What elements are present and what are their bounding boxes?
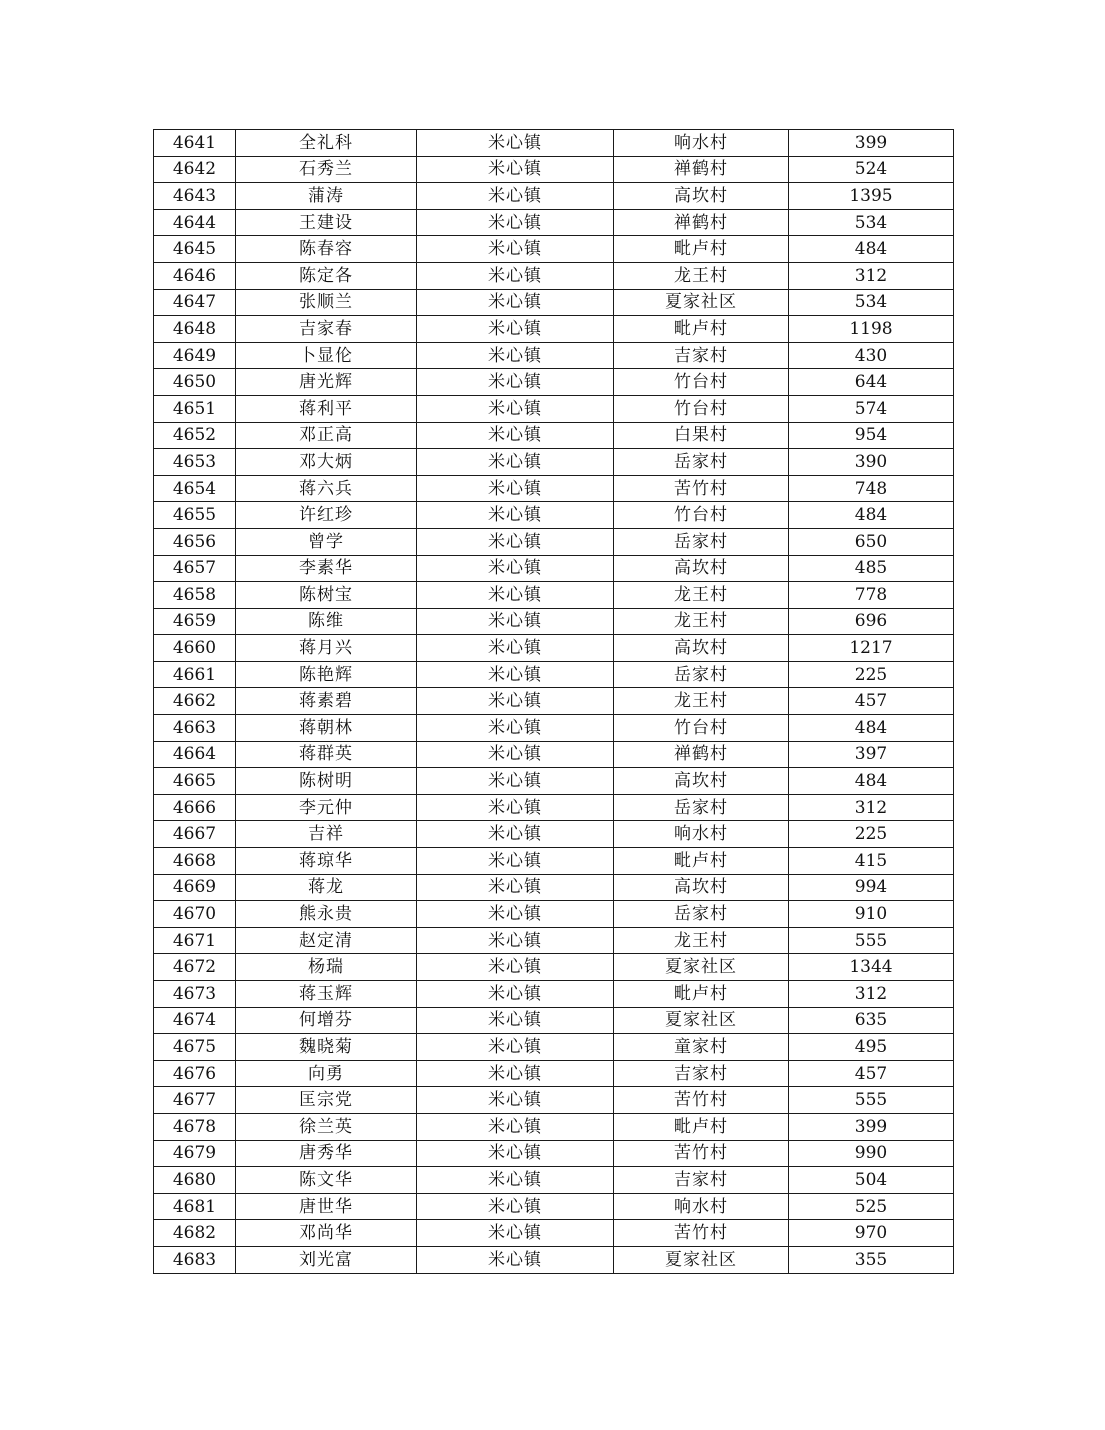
amount-cell: 555: [789, 927, 954, 954]
town-cell: 米心镇: [417, 236, 614, 263]
village-cell: 毗卢村: [614, 1113, 789, 1140]
row-number-cell: 4682: [154, 1220, 236, 1247]
village-cell: 毗卢村: [614, 316, 789, 343]
table-row: [154, 1140, 954, 1167]
village-cell: 竹台村: [614, 715, 789, 742]
village-cell: 高坎村: [614, 555, 789, 582]
table-row: [154, 954, 954, 981]
amount-cell: 635: [789, 1007, 954, 1034]
table-row: [154, 130, 954, 157]
table-row: [154, 555, 954, 582]
amount-cell: 312: [789, 794, 954, 821]
village-cell: 岳家村: [614, 794, 789, 821]
town-cell: 米心镇: [417, 369, 614, 396]
town-cell: 米心镇: [417, 1007, 614, 1034]
table-row: [154, 821, 954, 848]
table-row: [154, 901, 954, 928]
amount-cell: 778: [789, 582, 954, 609]
name-cell: 蒋玉辉: [236, 981, 417, 1008]
table-row: [154, 236, 954, 263]
table-row: [154, 768, 954, 795]
name-cell: 陈定各: [236, 262, 417, 289]
village-cell: 吉家村: [614, 342, 789, 369]
village-cell: 龙王村: [614, 262, 789, 289]
name-cell: 李素华: [236, 555, 417, 582]
town-cell: 米心镇: [417, 156, 614, 183]
row-number-cell: 4668: [154, 848, 236, 875]
row-number-cell: 4678: [154, 1113, 236, 1140]
village-cell: 禅鹤村: [614, 156, 789, 183]
table-row: [154, 874, 954, 901]
town-cell: 米心镇: [417, 1034, 614, 1061]
table-row: [154, 741, 954, 768]
table-row: [154, 688, 954, 715]
amount-cell: 696: [789, 608, 954, 635]
amount-cell: 484: [789, 502, 954, 529]
village-cell: 毗卢村: [614, 981, 789, 1008]
village-cell: 龙王村: [614, 582, 789, 609]
table-row: [154, 422, 954, 449]
village-cell: 禅鹤村: [614, 209, 789, 236]
village-cell: 夏家社区: [614, 289, 789, 316]
amount-cell: 748: [789, 475, 954, 502]
name-cell: 陈春容: [236, 236, 417, 263]
town-cell: 米心镇: [417, 289, 614, 316]
row-number-cell: 4642: [154, 156, 236, 183]
town-cell: 米心镇: [417, 262, 614, 289]
name-cell: 曾学: [236, 528, 417, 555]
amount-cell: 644: [789, 369, 954, 396]
amount-cell: 484: [789, 715, 954, 742]
amount-cell: 994: [789, 874, 954, 901]
name-cell: 蒲涛: [236, 183, 417, 210]
roster-table-body: [154, 130, 954, 1274]
amount-cell: 397: [789, 741, 954, 768]
row-number-cell: 4663: [154, 715, 236, 742]
name-cell: 唐光辉: [236, 369, 417, 396]
amount-cell: 990: [789, 1140, 954, 1167]
name-cell: 吉祥: [236, 821, 417, 848]
table-row: [154, 1220, 954, 1247]
village-cell: 龙王村: [614, 688, 789, 715]
row-number-cell: 4661: [154, 661, 236, 688]
name-cell: 杨瑞: [236, 954, 417, 981]
town-cell: 米心镇: [417, 768, 614, 795]
village-cell: 岳家村: [614, 528, 789, 555]
amount-cell: 504: [789, 1167, 954, 1194]
village-cell: 竹台村: [614, 502, 789, 529]
village-cell: 岳家村: [614, 661, 789, 688]
town-cell: 米心镇: [417, 1193, 614, 1220]
village-cell: 岳家村: [614, 901, 789, 928]
table-row: [154, 156, 954, 183]
table-row: [154, 1034, 954, 1061]
table-row: [154, 289, 954, 316]
table-row: [154, 262, 954, 289]
table-row: [154, 395, 954, 422]
name-cell: 邓大炳: [236, 449, 417, 476]
name-cell: 许红珍: [236, 502, 417, 529]
row-number-cell: 4649: [154, 342, 236, 369]
village-cell: 吉家村: [614, 1167, 789, 1194]
row-number-cell: 4656: [154, 528, 236, 555]
amount-cell: 355: [789, 1246, 954, 1273]
table-row: [154, 183, 954, 210]
town-cell: 米心镇: [417, 794, 614, 821]
town-cell: 米心镇: [417, 555, 614, 582]
town-cell: 米心镇: [417, 422, 614, 449]
name-cell: 蒋六兵: [236, 475, 417, 502]
row-number-cell: 4645: [154, 236, 236, 263]
name-cell: 全礼科: [236, 130, 417, 157]
table-row: [154, 981, 954, 1008]
name-cell: 王建设: [236, 209, 417, 236]
name-cell: 吉家春: [236, 316, 417, 343]
village-cell: 毗卢村: [614, 236, 789, 263]
table-row: [154, 1007, 954, 1034]
row-number-cell: 4651: [154, 395, 236, 422]
village-cell: 响水村: [614, 130, 789, 157]
row-number-cell: 4666: [154, 794, 236, 821]
village-cell: 毗卢村: [614, 848, 789, 875]
amount-cell: 1217: [789, 635, 954, 662]
town-cell: 米心镇: [417, 848, 614, 875]
amount-cell: 534: [789, 289, 954, 316]
village-cell: 苦竹村: [614, 1140, 789, 1167]
name-cell: 唐世华: [236, 1193, 417, 1220]
village-cell: 岳家村: [614, 449, 789, 476]
name-cell: 卜显伦: [236, 342, 417, 369]
village-cell: 龙王村: [614, 927, 789, 954]
row-number-cell: 4680: [154, 1167, 236, 1194]
amount-cell: 484: [789, 768, 954, 795]
town-cell: 米心镇: [417, 528, 614, 555]
name-cell: 陈树宝: [236, 582, 417, 609]
town-cell: 米心镇: [417, 635, 614, 662]
row-number-cell: 4660: [154, 635, 236, 662]
row-number-cell: 4655: [154, 502, 236, 529]
town-cell: 米心镇: [417, 130, 614, 157]
village-cell: 苦竹村: [614, 1087, 789, 1114]
village-cell: 龙王村: [614, 608, 789, 635]
town-cell: 米心镇: [417, 449, 614, 476]
amount-cell: 970: [789, 1220, 954, 1247]
town-cell: 米心镇: [417, 981, 614, 1008]
amount-cell: 485: [789, 555, 954, 582]
town-cell: 米心镇: [417, 209, 614, 236]
name-cell: 陈树明: [236, 768, 417, 795]
table-row: [154, 1087, 954, 1114]
amount-cell: 555: [789, 1087, 954, 1114]
row-number-cell: 4654: [154, 475, 236, 502]
amount-cell: 495: [789, 1034, 954, 1061]
table-row: [154, 1113, 954, 1140]
village-cell: 苦竹村: [614, 475, 789, 502]
name-cell: 陈文华: [236, 1167, 417, 1194]
row-number-cell: 4647: [154, 289, 236, 316]
name-cell: 赵定清: [236, 927, 417, 954]
town-cell: 米心镇: [417, 927, 614, 954]
town-cell: 米心镇: [417, 1140, 614, 1167]
name-cell: 刘光富: [236, 1246, 417, 1273]
amount-cell: 415: [789, 848, 954, 875]
town-cell: 米心镇: [417, 582, 614, 609]
town-cell: 米心镇: [417, 316, 614, 343]
row-number-cell: 4659: [154, 608, 236, 635]
amount-cell: 399: [789, 130, 954, 157]
name-cell: 匡宗党: [236, 1087, 417, 1114]
village-cell: 夏家社区: [614, 1246, 789, 1273]
name-cell: 唐秀华: [236, 1140, 417, 1167]
village-cell: 苦竹村: [614, 1220, 789, 1247]
row-number-cell: 4664: [154, 741, 236, 768]
town-cell: 米心镇: [417, 1167, 614, 1194]
table-row: [154, 661, 954, 688]
town-cell: 米心镇: [417, 1087, 614, 1114]
village-cell: 禅鹤村: [614, 741, 789, 768]
row-number-cell: 4662: [154, 688, 236, 715]
amount-cell: 525: [789, 1193, 954, 1220]
name-cell: 蒋月兴: [236, 635, 417, 662]
village-cell: 竹台村: [614, 395, 789, 422]
table-row: [154, 582, 954, 609]
name-cell: 蒋利平: [236, 395, 417, 422]
village-cell: 童家村: [614, 1034, 789, 1061]
table-row: [154, 1193, 954, 1220]
amount-cell: 457: [789, 1060, 954, 1087]
name-cell: 蒋素碧: [236, 688, 417, 715]
amount-cell: 524: [789, 156, 954, 183]
name-cell: 蒋朝林: [236, 715, 417, 742]
town-cell: 米心镇: [417, 954, 614, 981]
name-cell: 蒋龙: [236, 874, 417, 901]
amount-cell: 225: [789, 661, 954, 688]
name-cell: 蒋群英: [236, 741, 417, 768]
name-cell: 徐兰英: [236, 1113, 417, 1140]
row-number-cell: 4643: [154, 183, 236, 210]
town-cell: 米心镇: [417, 874, 614, 901]
amount-cell: 1395: [789, 183, 954, 210]
row-number-cell: 4658: [154, 582, 236, 609]
village-cell: 高坎村: [614, 183, 789, 210]
town-cell: 米心镇: [417, 1246, 614, 1273]
village-cell: 夏家社区: [614, 1007, 789, 1034]
table-row: [154, 369, 954, 396]
name-cell: 李元仲: [236, 794, 417, 821]
village-cell: 响水村: [614, 821, 789, 848]
amount-cell: 312: [789, 262, 954, 289]
row-number-cell: 4679: [154, 1140, 236, 1167]
row-number-cell: 4650: [154, 369, 236, 396]
name-cell: 蒋琼华: [236, 848, 417, 875]
row-number-cell: 4681: [154, 1193, 236, 1220]
row-number-cell: 4646: [154, 262, 236, 289]
name-cell: 向勇: [236, 1060, 417, 1087]
row-number-cell: 4653: [154, 449, 236, 476]
amount-cell: 534: [789, 209, 954, 236]
town-cell: 米心镇: [417, 342, 614, 369]
row-number-cell: 4641: [154, 130, 236, 157]
name-cell: 熊永贵: [236, 901, 417, 928]
name-cell: 陈艳辉: [236, 661, 417, 688]
amount-cell: 225: [789, 821, 954, 848]
row-number-cell: 4672: [154, 954, 236, 981]
town-cell: 米心镇: [417, 715, 614, 742]
row-number-cell: 4670: [154, 901, 236, 928]
town-cell: 米心镇: [417, 475, 614, 502]
table-row: [154, 1167, 954, 1194]
town-cell: 米心镇: [417, 502, 614, 529]
amount-cell: 484: [789, 236, 954, 263]
row-number-cell: 4644: [154, 209, 236, 236]
amount-cell: 1344: [789, 954, 954, 981]
town-cell: 米心镇: [417, 608, 614, 635]
table-row: [154, 635, 954, 662]
village-cell: 高坎村: [614, 635, 789, 662]
village-cell: 竹台村: [614, 369, 789, 396]
row-number-cell: 4669: [154, 874, 236, 901]
name-cell: 张顺兰: [236, 289, 417, 316]
amount-cell: 390: [789, 449, 954, 476]
village-cell: 夏家社区: [614, 954, 789, 981]
table-row: [154, 342, 954, 369]
row-number-cell: 4652: [154, 422, 236, 449]
roster-table: [153, 129, 954, 1274]
village-cell: 高坎村: [614, 768, 789, 795]
town-cell: 米心镇: [417, 688, 614, 715]
table-row: [154, 1060, 954, 1087]
village-cell: 响水村: [614, 1193, 789, 1220]
row-number-cell: 4665: [154, 768, 236, 795]
village-cell: 吉家村: [614, 1060, 789, 1087]
town-cell: 米心镇: [417, 821, 614, 848]
table-row: [154, 1246, 954, 1273]
town-cell: 米心镇: [417, 1220, 614, 1247]
town-cell: 米心镇: [417, 395, 614, 422]
row-number-cell: 4657: [154, 555, 236, 582]
town-cell: 米心镇: [417, 741, 614, 768]
table-row: [154, 715, 954, 742]
table-row: [154, 316, 954, 343]
amount-cell: 954: [789, 422, 954, 449]
table-row: [154, 209, 954, 236]
town-cell: 米心镇: [417, 1113, 614, 1140]
name-cell: 魏晓菊: [236, 1034, 417, 1061]
amount-cell: 650: [789, 528, 954, 555]
row-number-cell: 4676: [154, 1060, 236, 1087]
name-cell: 陈维: [236, 608, 417, 635]
table-row: [154, 449, 954, 476]
row-number-cell: 4667: [154, 821, 236, 848]
table-row: [154, 927, 954, 954]
village-cell: 白果村: [614, 422, 789, 449]
row-number-cell: 4648: [154, 316, 236, 343]
name-cell: 邓正高: [236, 422, 417, 449]
town-cell: 米心镇: [417, 901, 614, 928]
amount-cell: 457: [789, 688, 954, 715]
row-number-cell: 4673: [154, 981, 236, 1008]
village-cell: 高坎村: [614, 874, 789, 901]
row-number-cell: 4683: [154, 1246, 236, 1273]
town-cell: 米心镇: [417, 183, 614, 210]
table-row: [154, 475, 954, 502]
table-row: [154, 502, 954, 529]
table-row: [154, 848, 954, 875]
amount-cell: 430: [789, 342, 954, 369]
name-cell: 石秀兰: [236, 156, 417, 183]
amount-cell: 1198: [789, 316, 954, 343]
table-row: [154, 528, 954, 555]
row-number-cell: 4677: [154, 1087, 236, 1114]
name-cell: 何增芬: [236, 1007, 417, 1034]
amount-cell: 399: [789, 1113, 954, 1140]
table-row: [154, 608, 954, 635]
amount-cell: 574: [789, 395, 954, 422]
row-number-cell: 4675: [154, 1034, 236, 1061]
amount-cell: 910: [789, 901, 954, 928]
town-cell: 米心镇: [417, 1060, 614, 1087]
row-number-cell: 4674: [154, 1007, 236, 1034]
amount-cell: 312: [789, 981, 954, 1008]
table-row: [154, 794, 954, 821]
name-cell: 邓尚华: [236, 1220, 417, 1247]
town-cell: 米心镇: [417, 661, 614, 688]
row-number-cell: 4671: [154, 927, 236, 954]
